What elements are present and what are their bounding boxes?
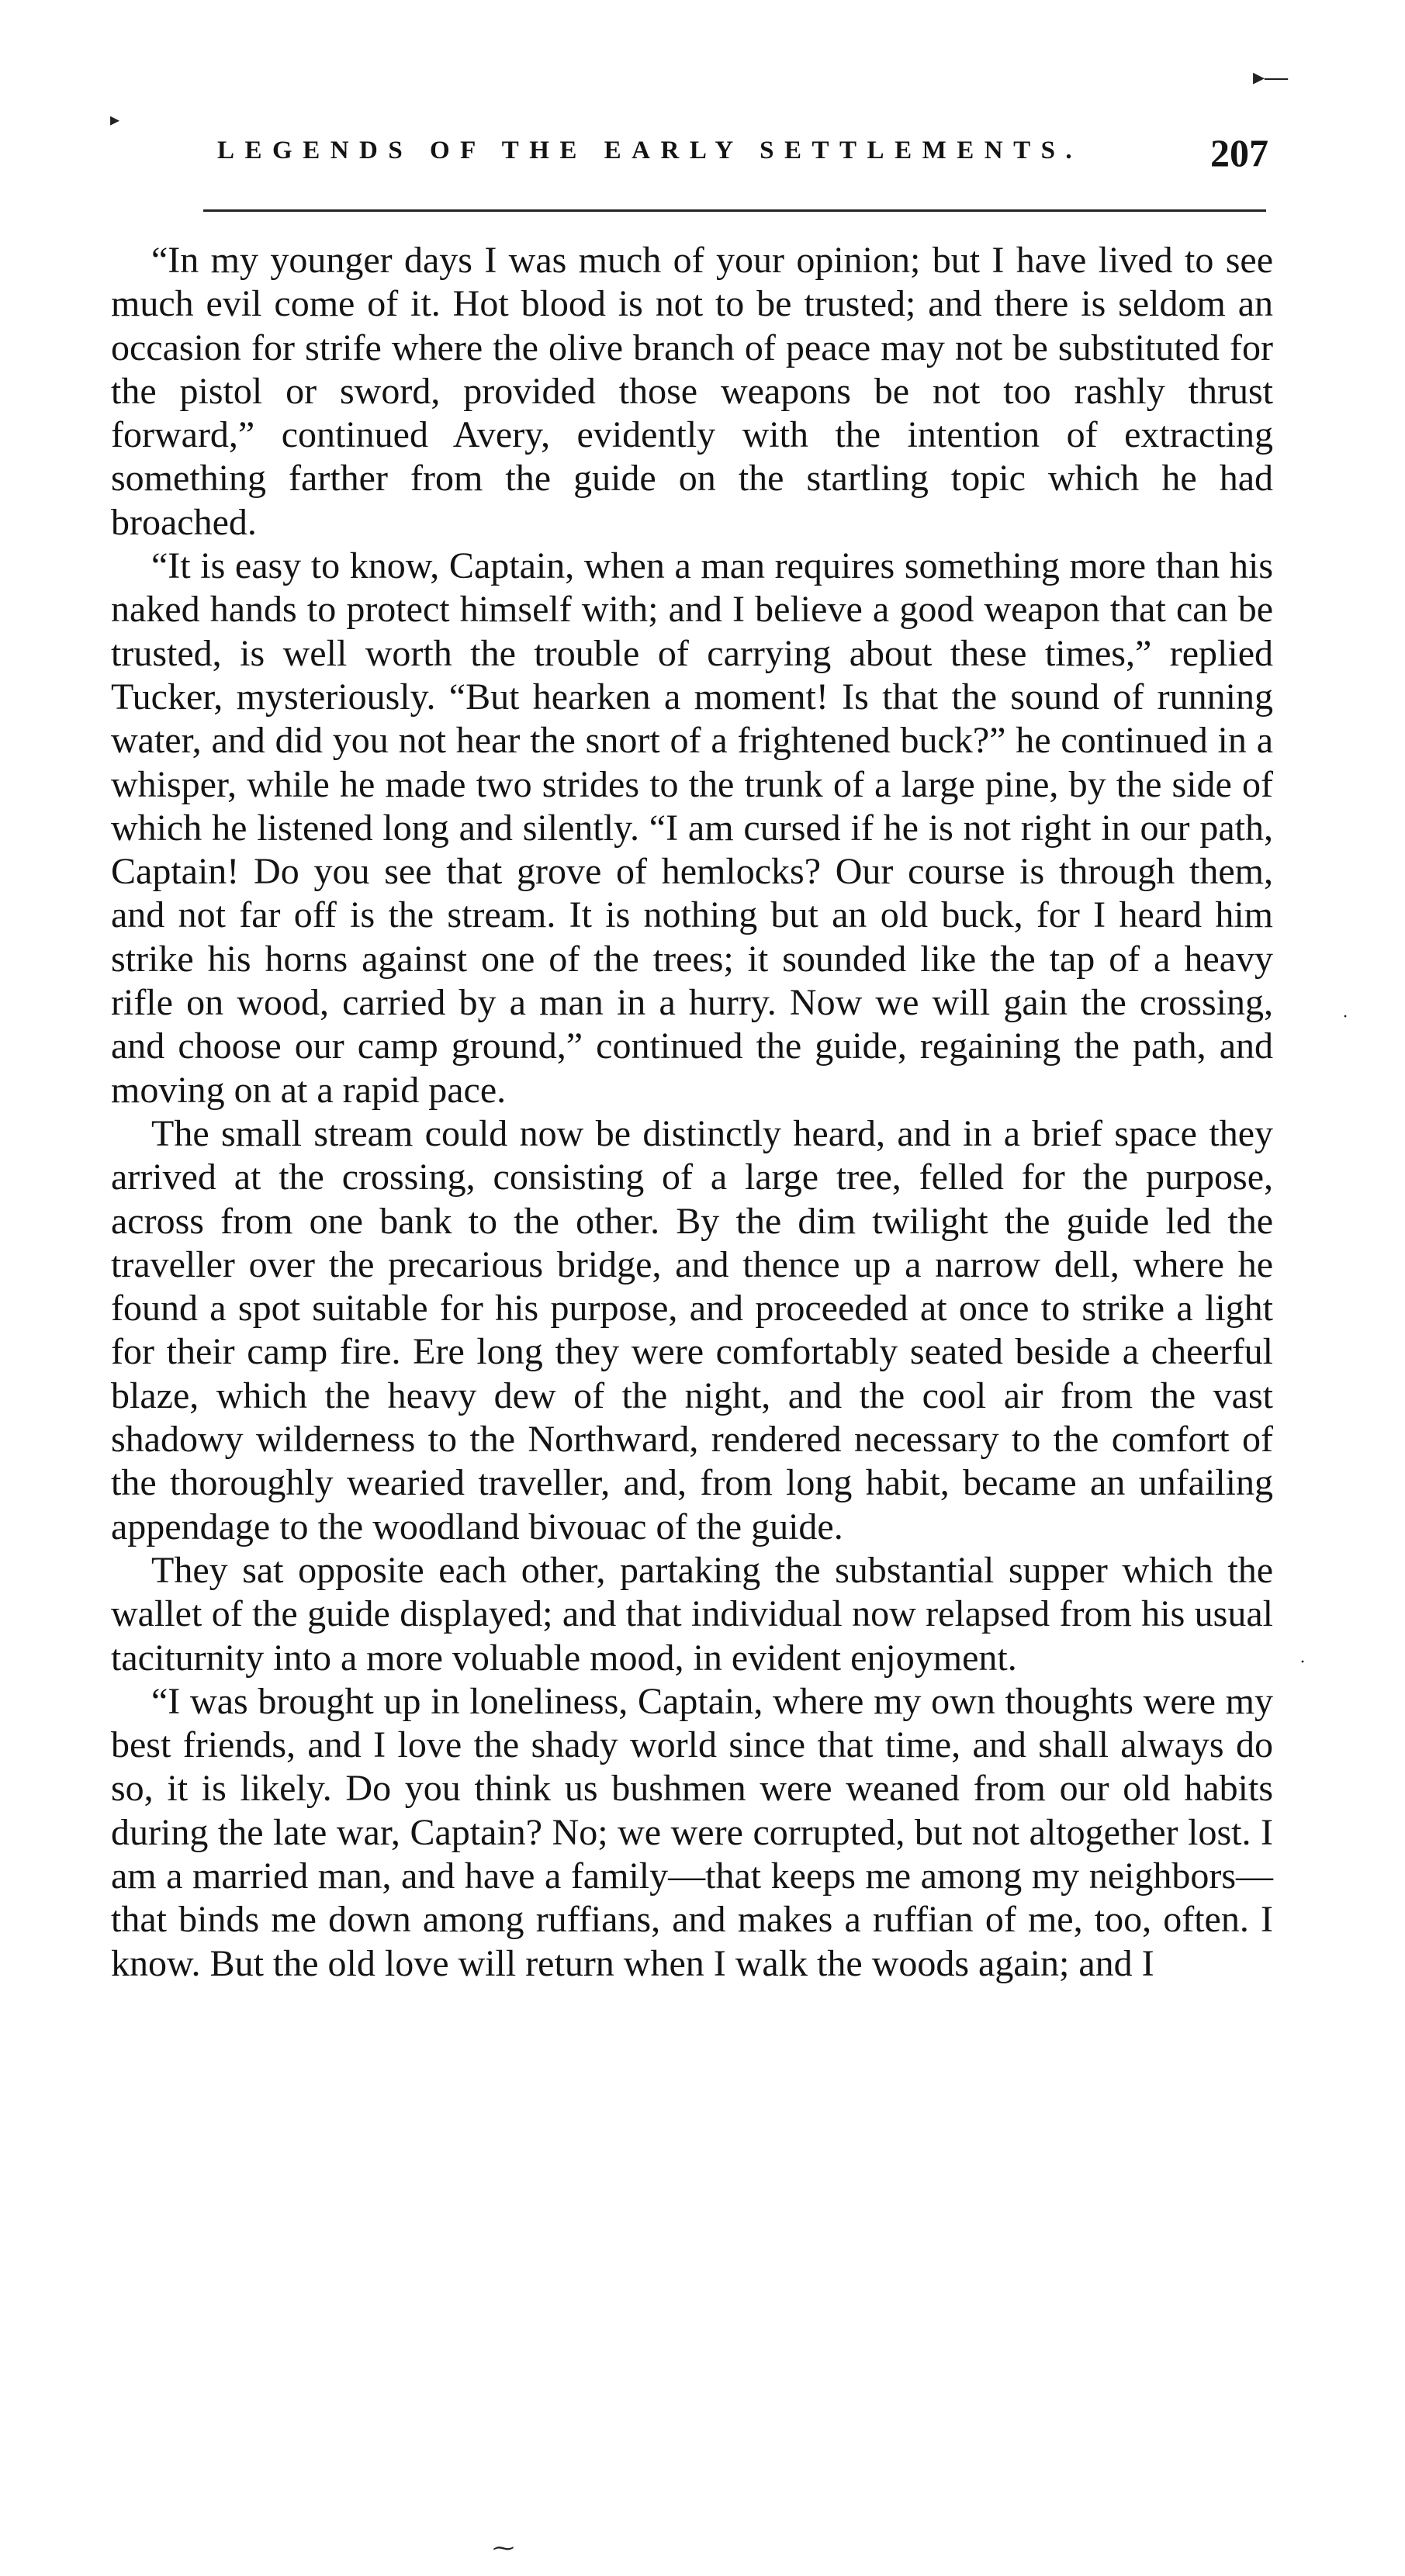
page-number: 207 (1210, 131, 1268, 175)
print-artifact-dot: · (1299, 1652, 1306, 1672)
paragraph: The small stream could now be distinctly heard, and in a brief space they arrived at the crossing, consisting of a large tree, felled for the purpose, across from one bank to the other. By the dim twilight the guide led the traveller over the precarious bridge, and thence up a narrow dell, where he found a spot suitable for his purpose, and proceeded at once to strike a light for their camp fire. Ere long they were comfortably seated beside a cheerful blaze, which the heavy dew of the night, and the cool air from the vast shadowy wilderness to the Northward, rendered necessary to the comfort of the thoroughly wearied traveller, and, from long habit, became an unfailing appendage to the woodland bivouac of the guide. (111, 1112, 1273, 1547)
page-header (217, 130, 1268, 185)
running-title: LEGENDS OF THE EARLY SETTLEMENTS. (217, 137, 1083, 164)
header-rule (203, 209, 1266, 212)
print-artifact-mark: ▸— (1253, 64, 1289, 90)
print-artifact-mark: ⁓ (493, 2536, 514, 2560)
print-artifact-mark: ▸ (110, 110, 120, 130)
paragraph: They sat opposite each other, partaking the substantial supper which the wallet of the guide displayed; and that individual now relapsed from his usual taciturnity into a more voluable mood, in evident enjoyment. (111, 1549, 1273, 1679)
print-artifact-dot: · (1342, 1007, 1348, 1027)
body-text (111, 239, 1273, 1986)
paragraph: “In my younger days I was much of your opinion; but I have lived to see much evil come of it. Hot blood is not to be trusted; and there is seldom an occasion for strife where the olive branch of peace may not be substituted for the pistol or sword, provided those weapons be not too rashly thrust forward,” continued Avery, evidently with the intention of extracting something farther from the guide on the startling topic which he had broached. (111, 240, 1273, 543)
paragraph: “It is easy to know, Captain, when a man requires something more than his naked hands to protect himself with; and I believe a good weapon that can be trusted, is well worth the trouble of carrying about these times,” replied Tucker, mysteriously. “But hearken a moment! Is that the sound of running water, and did you not hear the snort of a frightened buck?” he continued in a whisper, while he made two strides to the trunk of a large pine, by the side of which he listened long and silently. “I am cursed if he is not right in our path, Captain! Do you see that grove of hemlocks? Our course is through them, and not far off is the stream. It is nothing but an old buck, for I heard him strike his horns against one of the trees; it sounded like the tap of a heavy rifle on wood, carried by a man in a hurry. Now we will gain the crossing, and choose our camp ground,” continued the guide, regaining the path, and moving on at a rapid pace. (111, 545, 1273, 1111)
paragraph: “I was brought up in loneliness, Captain, where my own thoughts were my best friends, and I love the shady world since that time, and shall always do so, it is likely. Do you think us bushmen were weaned from our old habits during the late war, Captain? No; we were corrupted, but not altogether lost. I am a married man, and have a family—that keeps me among my neighbors—that binds me down among ruffians, and makes a ruffian of me, too, often. I know. But the old love will return when I walk the woods again; and I (111, 1680, 1273, 1984)
